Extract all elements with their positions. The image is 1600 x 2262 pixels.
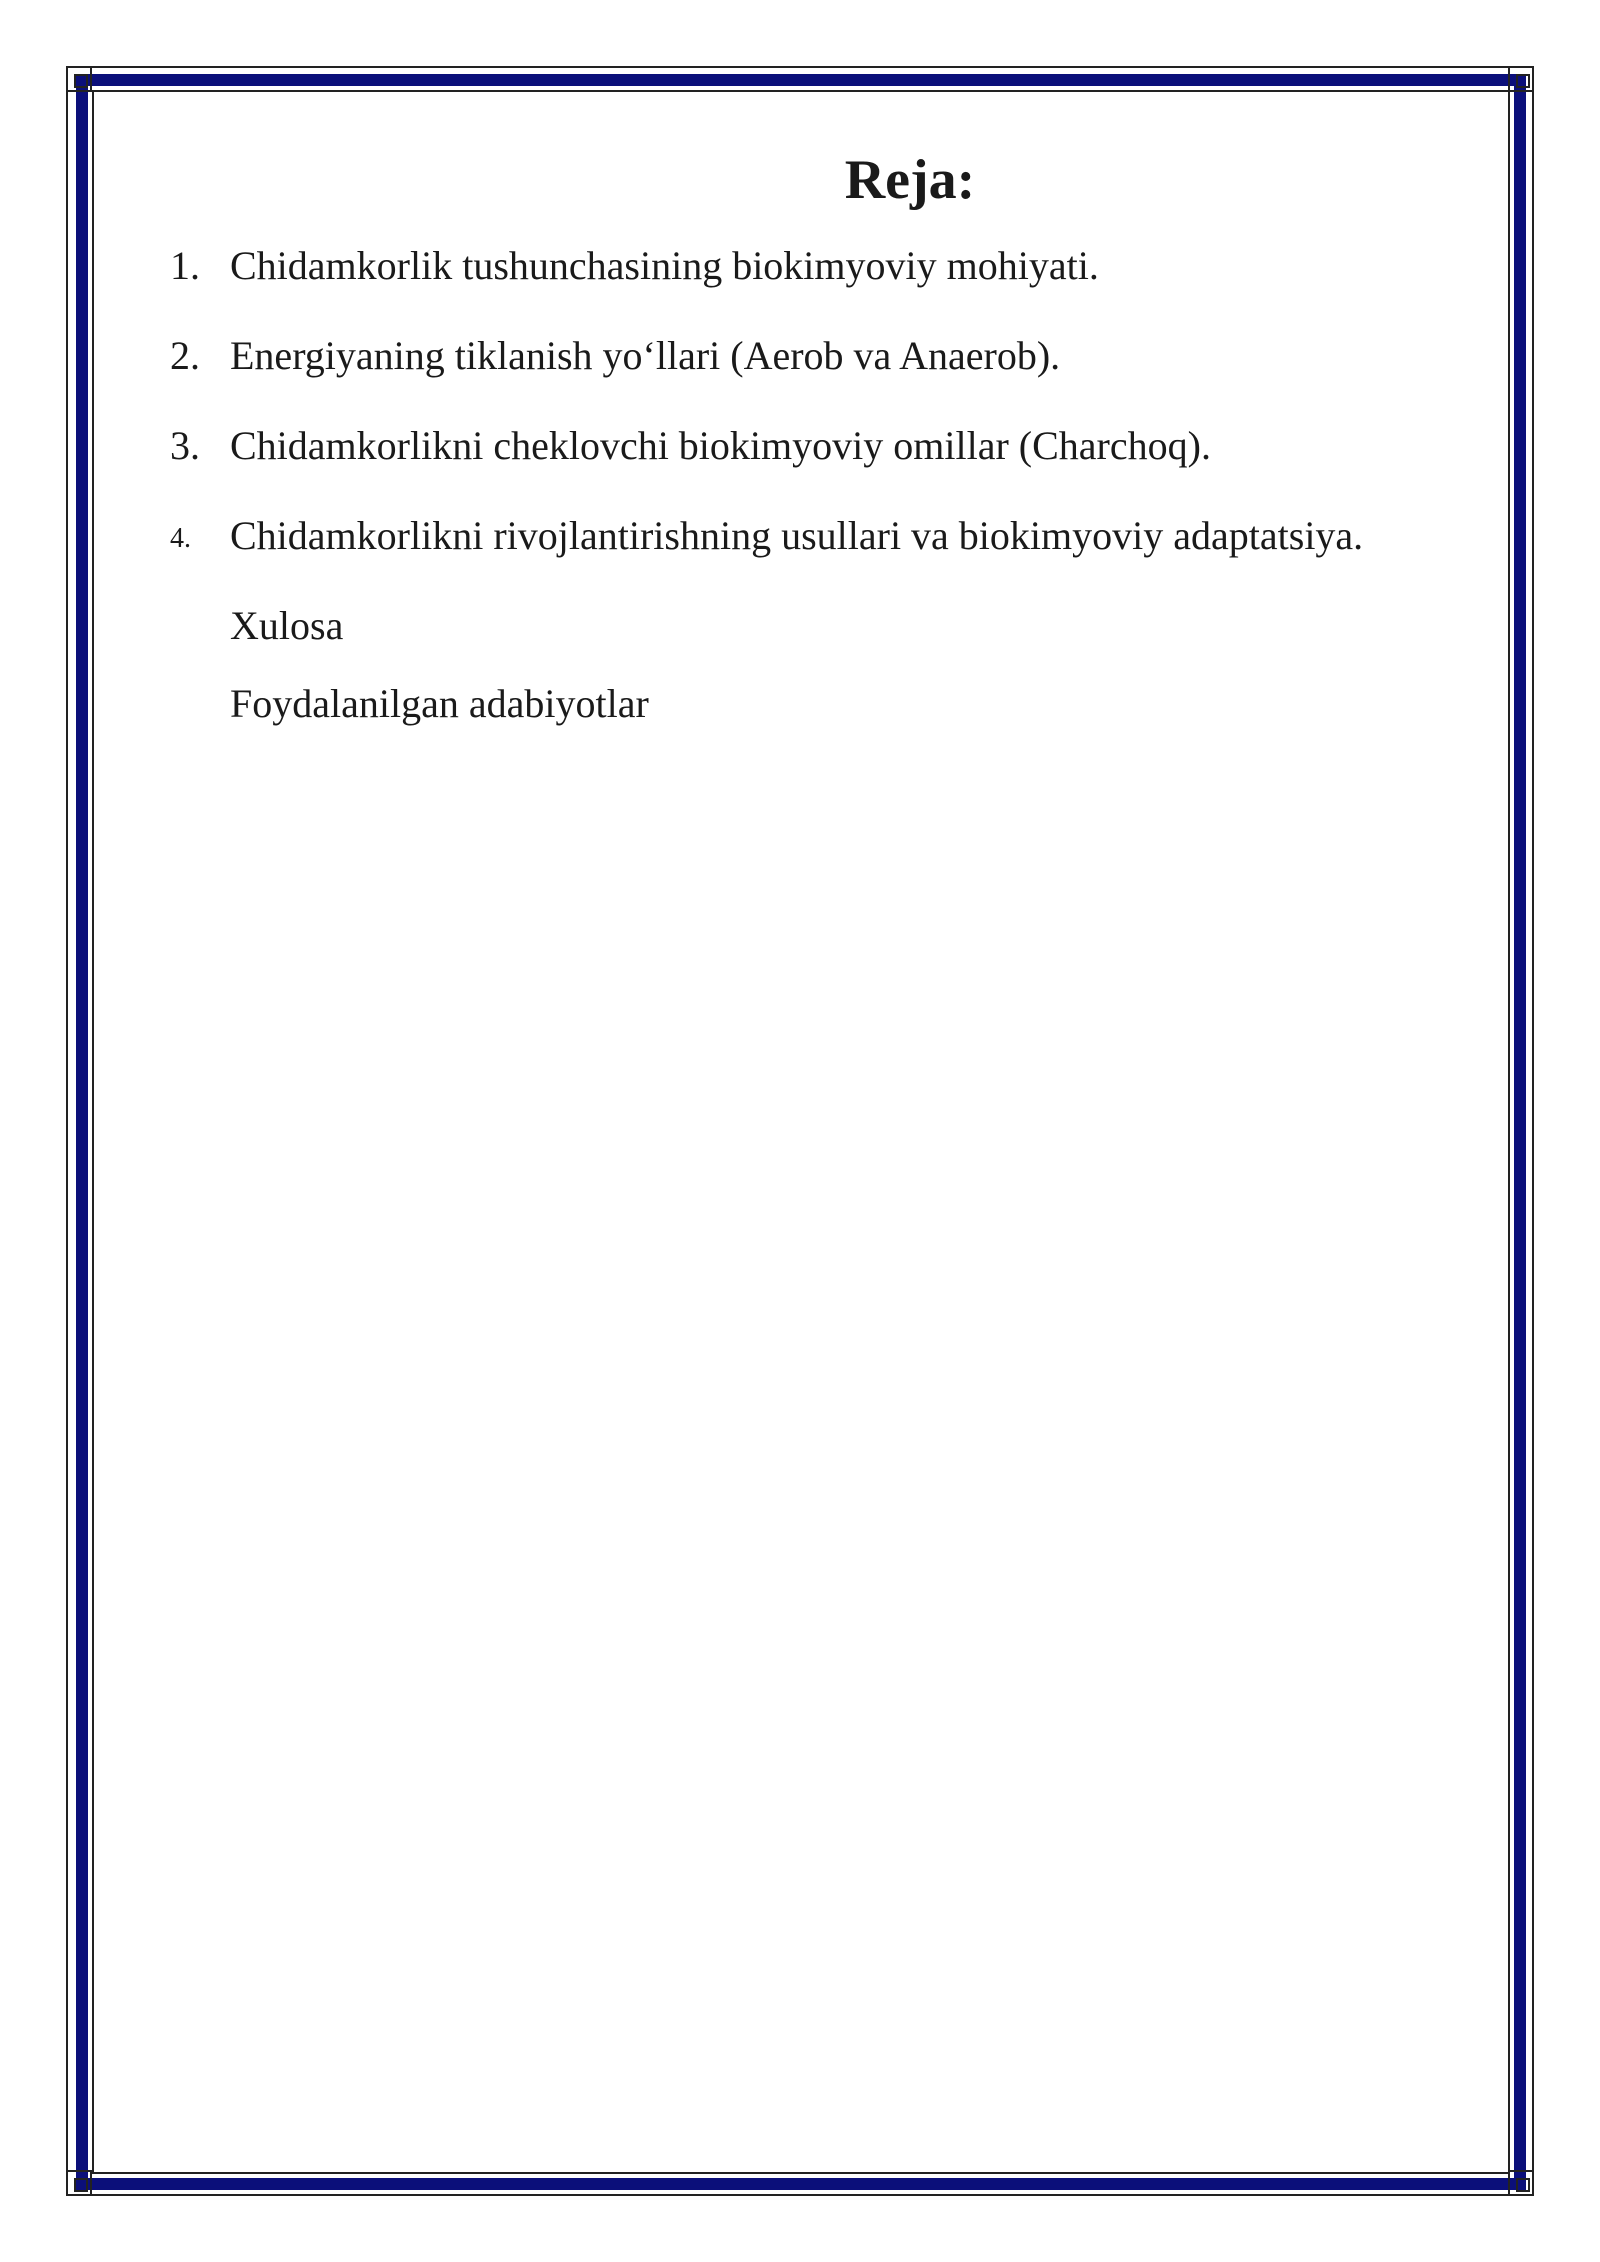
plan-item — [170, 512, 1460, 560]
plan-item-number: 4. — [170, 522, 191, 554]
page-title: Reja: — [844, 149, 976, 211]
plan-item-number: 1. — [170, 242, 200, 288]
corner-ornament-top-left — [66, 66, 92, 92]
plan-item-text: Chidamkorlikni cheklovchi biokimyoviy omillar (Charchoq). — [230, 422, 1211, 468]
corner-ornament-top-right — [1508, 66, 1534, 92]
plan-item-text: Energiyaning tiklanish yo‘llari (Aerob va Anaerob). — [230, 332, 1061, 378]
corner-ornament-bottom-left — [66, 2170, 92, 2196]
plan-item — [170, 242, 1460, 290]
plan-list — [170, 242, 1460, 560]
plan-item-number: 3. — [170, 422, 200, 468]
plan-item — [170, 422, 1460, 470]
references-entry: Foydalanilgan adabiyotlar — [230, 680, 649, 726]
plan-item-text: Chidamkorlikni rivojlantirishning usullari va biokimyoviy adaptatsiya. — [230, 512, 1364, 558]
document-content — [170, 150, 1460, 758]
plan-item-text: Chidamkorlik tushunchasining biokimyoviy mohiyati. — [230, 242, 1099, 288]
plan-item-number: 2. — [170, 332, 200, 378]
conclusion-entry: Xulosa — [230, 602, 344, 648]
plan-item — [170, 332, 1460, 380]
corner-ornament-bottom-right — [1508, 2170, 1534, 2196]
